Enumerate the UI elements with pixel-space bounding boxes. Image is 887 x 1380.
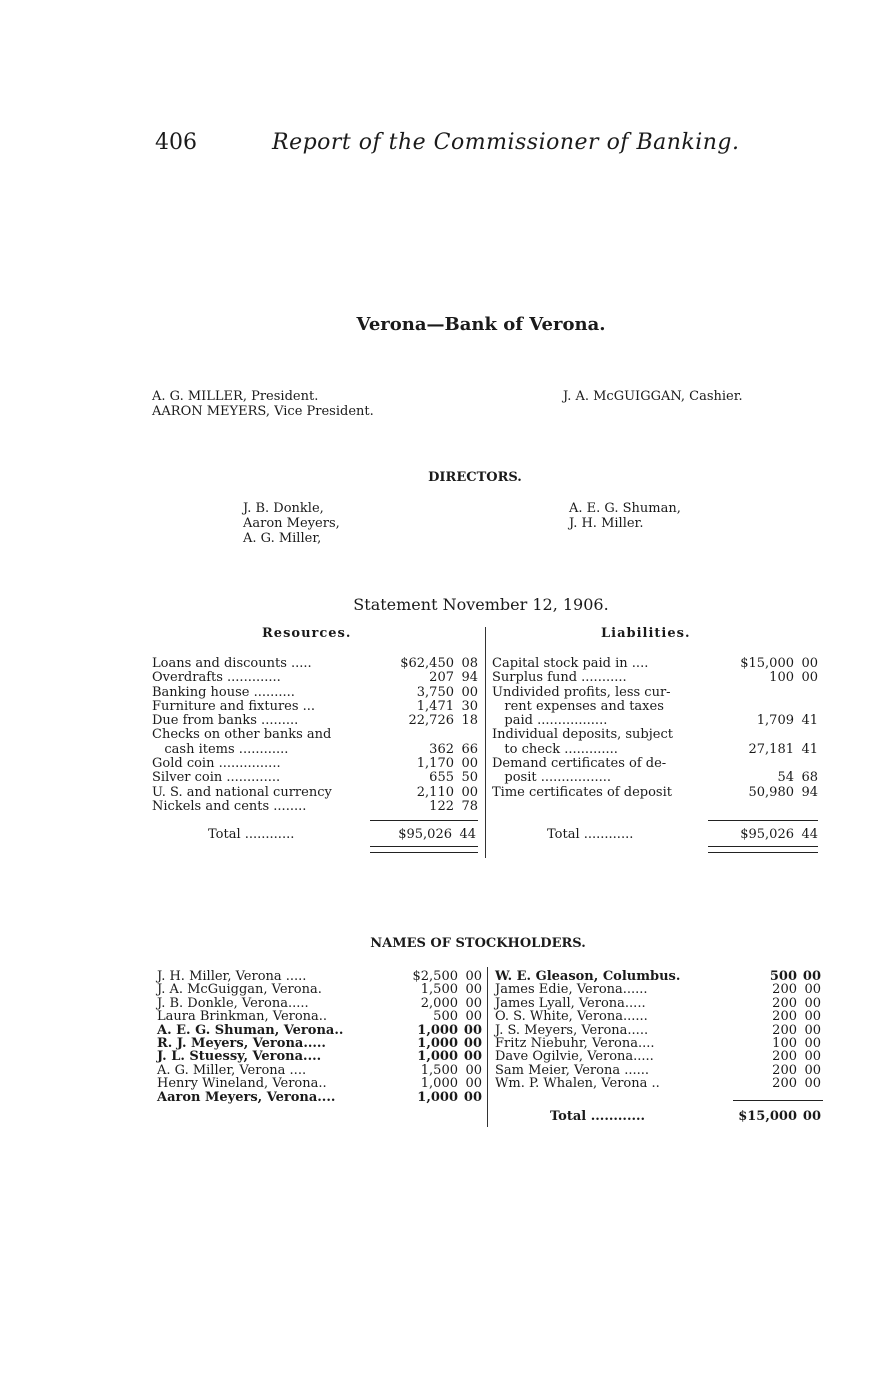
resource-row: Due from banks ......... 22,726 18 — [152, 713, 478, 729]
double-rule — [708, 846, 818, 853]
resource-row: Furniture and fixtures ... 1,471 30 — [152, 698, 478, 714]
liabilities-heading: Liabilities. — [601, 626, 691, 641]
stockholder-row: A. G. Miller, Verona .... 1,500 00 — [157, 1062, 482, 1078]
liability-row: Time certificates of deposit 50,980 94 — [492, 784, 818, 800]
liability-row: Demand certificates of de- — [492, 756, 667, 772]
bank-title: Verona—Bank of Verona. — [356, 314, 606, 335]
stockholder-row: Wm. P. Whalen, Verona .. 200 00 — [495, 1076, 821, 1092]
stockholder-row: James Edie, Verona...... 200 00 — [495, 982, 821, 998]
column-divider — [485, 627, 486, 858]
resources-table — [152, 657, 480, 814]
stockholder-row: Aaron Meyers, Verona.... 1,000 00 — [157, 1089, 482, 1105]
statement-title: Statement November 12, 1906. — [353, 595, 609, 614]
column-divider — [487, 967, 488, 1127]
resource-row: Nickels and cents ........ 122 78 — [152, 798, 478, 814]
stockholder-row: Dave Ogilvie, Verona..... 200 00 — [495, 1049, 821, 1065]
stockholder-row: W. E. Gleason, Columbus. 500 00 — [495, 969, 821, 984]
resources-total-row — [208, 827, 478, 843]
cashier: J. A. McGUIGGAN, Cashier. — [563, 389, 743, 404]
stockholder-row: Fritz Niebuhr, Verona.... 100 00 — [495, 1035, 821, 1051]
stockholders-heading: NAMES OF STOCKHOLDERS. — [370, 936, 586, 951]
total-label: Total ............ — [550, 1109, 646, 1124]
running-title: Report of the Commissioner of Banking. — [272, 130, 740, 155]
total-label: Total ............ — [547, 827, 634, 842]
stockholders-total-row — [550, 1109, 823, 1125]
total-dollars: $95,026 — [740, 827, 794, 842]
resource-row: U. S. and national currency 2,110 00 — [152, 784, 478, 800]
liability-row: Capital stock paid in .... $15,000 00 — [492, 656, 818, 671]
president: A. G. MILLER, President. — [152, 389, 319, 404]
director-name: Aaron Meyers, — [243, 516, 340, 531]
director-name: A. G. Miller, — [243, 531, 322, 546]
total-cents: 00 — [802, 1109, 821, 1124]
resource-row: Loans and discounts ..... $62,450 08 — [152, 656, 478, 671]
total-dollars: $95,026 — [398, 827, 452, 842]
liability-row: posit ................. 54 68 — [492, 770, 818, 786]
liability-row: rent expenses and taxes — [492, 698, 664, 714]
stockholder-row: J. L. Stuessy, Verona.... 1,000 00 — [157, 1049, 482, 1065]
officers-left — [152, 389, 374, 419]
directors-heading: DIRECTORS. — [428, 470, 522, 485]
double-rule — [370, 846, 478, 853]
stockholders-left — [157, 970, 484, 1104]
liability-row: Surplus fund ........... 100 00 — [492, 670, 818, 686]
resource-row: Gold coin ............... 1,170 00 — [152, 756, 478, 772]
resource-row: Banking house .......... 3,750 00 — [152, 684, 478, 700]
liability-row: Undivided profits, less cur- — [492, 684, 671, 700]
directors-left — [243, 501, 340, 546]
total-rule — [708, 820, 818, 821]
stockholder-row: Laura Brinkman, Verona.. 500 00 — [157, 1009, 482, 1025]
stockholder-row: Henry Wineland, Verona.. 1,000 00 — [157, 1076, 482, 1092]
total-label: Total ............ — [208, 827, 295, 842]
director-name: A. E. G. Shuman, — [569, 501, 681, 516]
resources-heading: Resources. — [262, 626, 352, 641]
stockholder-row: J. S. Meyers, Verona..... 200 00 — [495, 1022, 821, 1038]
resource-row: Silver coin ............. 655 50 — [152, 770, 478, 786]
liability-row: Individual deposits, subject — [492, 727, 673, 743]
total-cents: 44 — [801, 827, 818, 842]
liability-row: paid ................. 1,709 41 — [492, 713, 818, 729]
resource-row: Checks on other banks and — [152, 727, 332, 743]
director-name: J. B. Donkle, — [243, 501, 324, 516]
stockholder-row: A. E. G. Shuman, Verona.. 1,000 00 — [157, 1022, 482, 1038]
stockholder-row: J. H. Miller, Verona ..... $2,500 00 — [157, 969, 482, 984]
directors-right — [569, 501, 681, 531]
liabilities-total-row — [547, 827, 820, 843]
stockholder-row: R. J. Meyers, Verona..... 1,000 00 — [157, 1035, 482, 1051]
resource-row: cash items ............ 362 66 — [152, 741, 478, 757]
total-rule — [370, 820, 478, 821]
stockholder-row: James Lyall, Verona..... 200 00 — [495, 995, 821, 1011]
total-rule — [733, 1100, 823, 1101]
total-cents: 44 — [459, 827, 476, 842]
liabilities-table — [492, 657, 820, 800]
liability-row: to check ............. 27,181 41 — [492, 741, 818, 757]
director-name: J. H. Miller. — [569, 516, 644, 531]
stockholder-row: J. B. Donkle, Verona..... 2,000 00 — [157, 995, 482, 1011]
vice-president: AARON MEYERS, Vice President. — [152, 404, 374, 419]
stockholder-row: J. A. McGuiggan, Verona. 1,500 00 — [157, 982, 482, 998]
stockholders-right — [495, 970, 823, 1091]
stockholder-row: O. S. White, Verona...... 200 00 — [495, 1009, 821, 1025]
total-dollars: $15,000 — [738, 1109, 797, 1124]
resource-row: Overdrafts ............. 207 94 — [152, 670, 478, 686]
page-number: 406 — [155, 130, 197, 155]
stockholder-row: Sam Meier, Verona ...... 200 00 — [495, 1062, 821, 1078]
